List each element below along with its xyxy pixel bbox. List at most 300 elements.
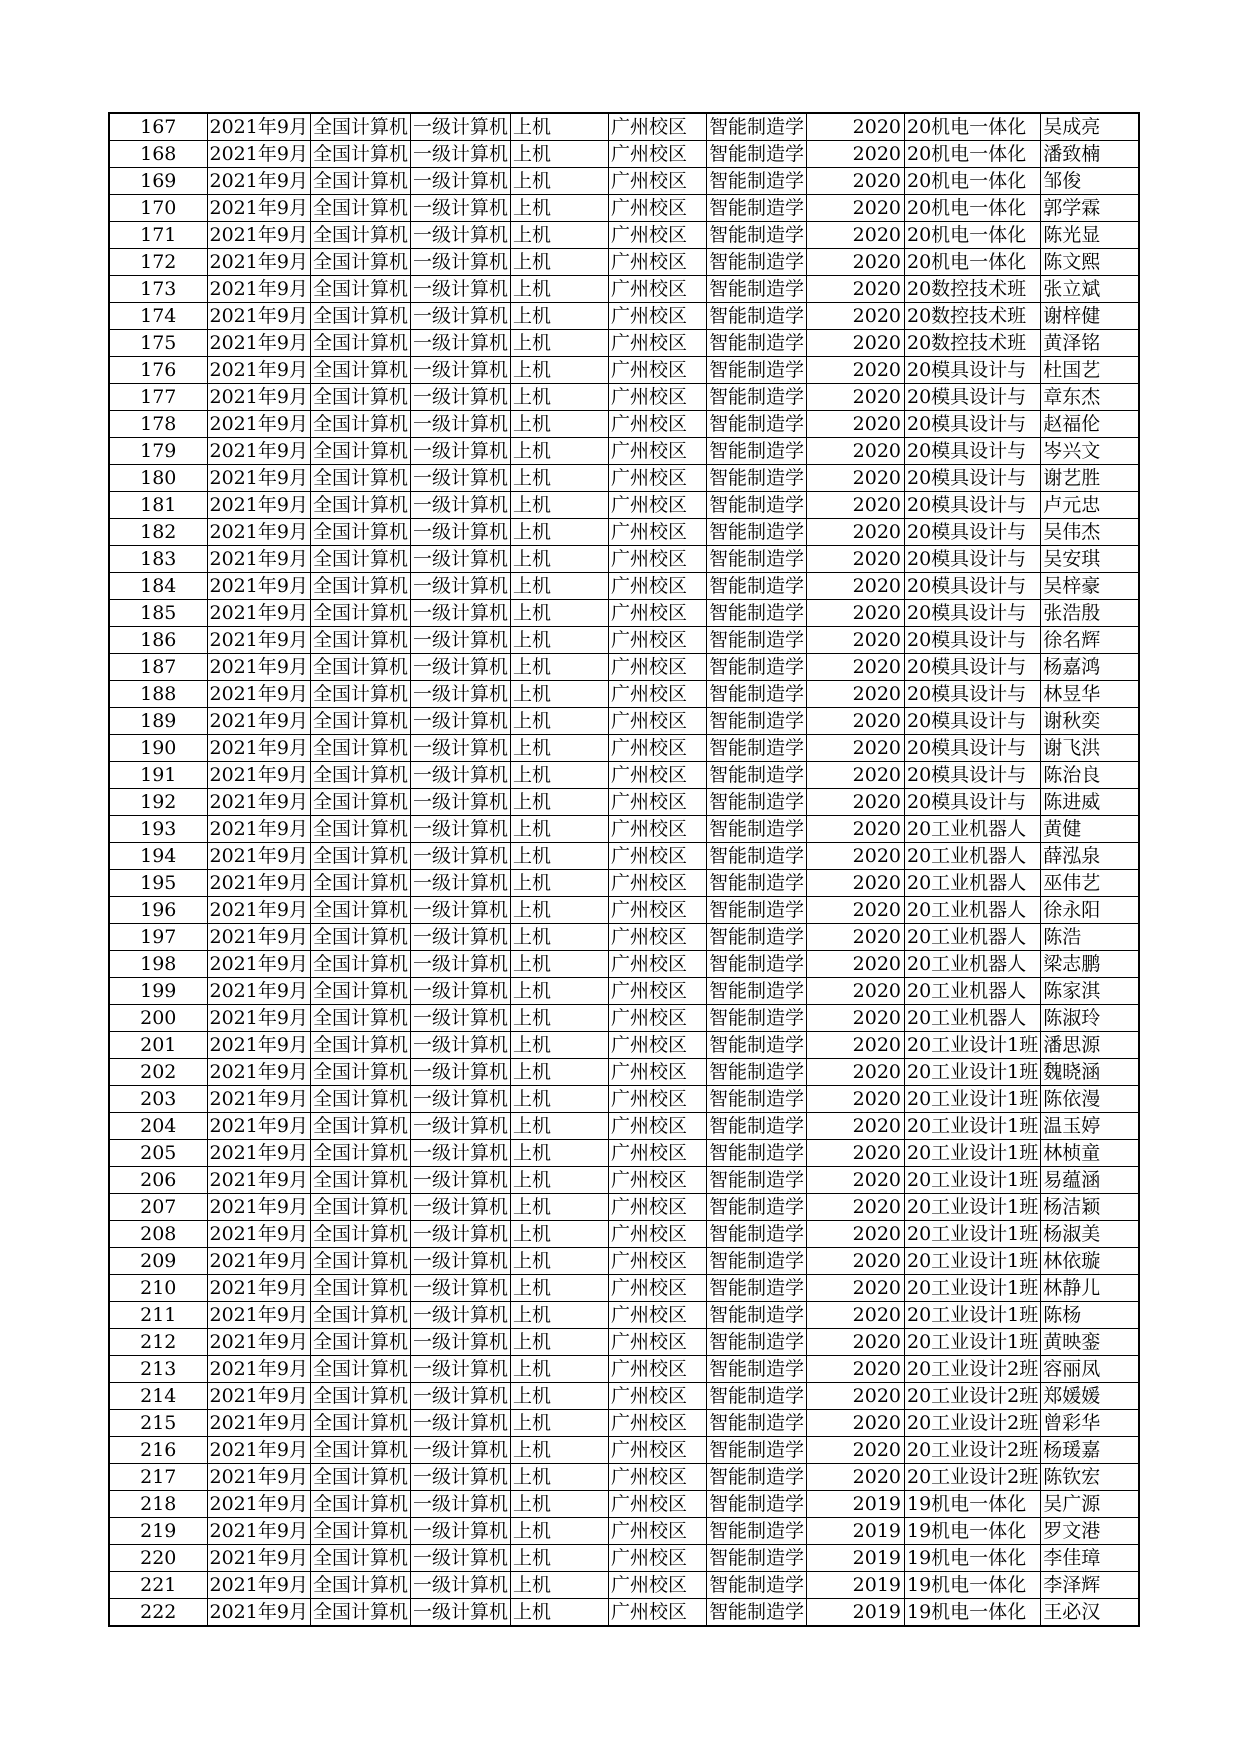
table-row [109,1545,1139,1572]
roster-table [108,112,1140,1627]
student-name-cell: 陈浩 [1041,924,1139,951]
exam-name-cell: 全国计算机 [310,1329,410,1356]
table-row [109,357,1139,384]
college-cell: 智能制造学 [706,1329,806,1356]
student-name-cell: 温玉婷 [1041,1113,1139,1140]
exam-date-cell: 2021年9月 [207,870,310,897]
exam-name-cell: 全国计算机 [310,141,410,168]
table-row [109,627,1139,654]
exam-level-cell: 一级计算机 [410,816,510,843]
class-cell: 20工业设计1班 [905,1329,1041,1356]
row-number-cell: 200 [109,1005,207,1032]
exam-level-cell: 一级计算机 [410,1302,510,1329]
exam-name-cell: 全国计算机 [310,113,410,141]
exam-name-cell: 全国计算机 [310,1437,410,1464]
class-cell: 20模具设计与 [905,573,1041,600]
class-cell: 20工业机器人 [905,843,1041,870]
exam-mode-cell: 上机 [510,519,608,546]
exam-mode-cell: 上机 [510,546,608,573]
exam-level-cell: 一级计算机 [410,1491,510,1518]
student-name-cell: 陈钦宏 [1041,1464,1139,1491]
table-row [109,1032,1139,1059]
student-name-cell: 陈文熙 [1041,249,1139,276]
table-row [109,1437,1139,1464]
class-cell: 20工业机器人 [905,924,1041,951]
table-row [109,1275,1139,1302]
exam-mode-cell: 上机 [510,276,608,303]
class-cell: 20工业机器人 [905,816,1041,843]
student-name-cell: 吴梓豪 [1041,573,1139,600]
class-cell: 19机电一体化 [905,1572,1041,1599]
class-cell: 20模具设计与 [905,627,1041,654]
exam-level-cell: 一级计算机 [410,789,510,816]
campus-cell: 广州校区 [608,951,706,978]
exam-level-cell: 一级计算机 [410,1140,510,1167]
class-cell: 20工业机器人 [905,1005,1041,1032]
student-name-cell: 巫伟艺 [1041,870,1139,897]
campus-cell: 广州校区 [608,627,706,654]
enroll-year-cell: 2020 [807,789,905,816]
row-number-cell: 210 [109,1275,207,1302]
college-cell: 智能制造学 [706,843,806,870]
exam-mode-cell: 上机 [510,357,608,384]
enroll-year-cell: 2019 [807,1572,905,1599]
exam-level-cell: 一级计算机 [410,330,510,357]
class-cell: 20模具设计与 [905,546,1041,573]
exam-level-cell: 一级计算机 [410,113,510,141]
exam-date-cell: 2021年9月 [207,1545,310,1572]
exam-date-cell: 2021年9月 [207,1599,310,1627]
college-cell: 智能制造学 [706,924,806,951]
campus-cell: 广州校区 [608,1356,706,1383]
enroll-year-cell: 2020 [807,1464,905,1491]
enroll-year-cell: 2020 [807,1410,905,1437]
enroll-year-cell: 2020 [807,222,905,249]
table-row [109,1221,1139,1248]
enroll-year-cell: 2020 [807,141,905,168]
class-cell: 20工业设计1班 [905,1032,1041,1059]
class-cell: 20工业设计1班 [905,1248,1041,1275]
table-row [109,735,1139,762]
exam-mode-cell: 上机 [510,843,608,870]
table-row [109,519,1139,546]
exam-level-cell: 一级计算机 [410,1005,510,1032]
exam-level-cell: 一级计算机 [410,384,510,411]
college-cell: 智能制造学 [706,113,806,141]
class-cell: 20机电一体化 [905,113,1041,141]
exam-level-cell: 一级计算机 [410,519,510,546]
campus-cell: 广州校区 [608,573,706,600]
exam-name-cell: 全国计算机 [310,195,410,222]
exam-level-cell: 一级计算机 [410,1032,510,1059]
exam-name-cell: 全国计算机 [310,1032,410,1059]
exam-name-cell: 全国计算机 [310,303,410,330]
table-row [109,546,1139,573]
enroll-year-cell: 2020 [807,1437,905,1464]
class-cell: 20机电一体化 [905,222,1041,249]
exam-date-cell: 2021年9月 [207,357,310,384]
exam-level-cell: 一级计算机 [410,222,510,249]
row-number-cell: 175 [109,330,207,357]
campus-cell: 广州校区 [608,843,706,870]
exam-name-cell: 全国计算机 [310,816,410,843]
student-name-cell: 黄泽铭 [1041,330,1139,357]
class-cell: 20工业设计1班 [905,1140,1041,1167]
exam-mode-cell: 上机 [510,1086,608,1113]
campus-cell: 广州校区 [608,330,706,357]
exam-date-cell: 2021年9月 [207,1464,310,1491]
campus-cell: 广州校区 [608,924,706,951]
student-name-cell: 魏晓涵 [1041,1059,1139,1086]
exam-date-cell: 2021年9月 [207,492,310,519]
student-name-cell: 郭学霖 [1041,195,1139,222]
student-name-cell: 谢艺胜 [1041,465,1139,492]
table-row [109,1518,1139,1545]
exam-mode-cell: 上机 [510,924,608,951]
exam-mode-cell: 上机 [510,978,608,1005]
row-number-cell: 169 [109,168,207,195]
student-name-cell: 黄映銮 [1041,1329,1139,1356]
enroll-year-cell: 2020 [807,843,905,870]
campus-cell: 广州校区 [608,465,706,492]
class-cell: 20模具设计与 [905,384,1041,411]
enroll-year-cell: 2019 [807,1599,905,1627]
student-name-cell: 陈家淇 [1041,978,1139,1005]
class-cell: 19机电一体化 [905,1599,1041,1627]
table-row [109,1329,1139,1356]
campus-cell: 广州校区 [608,789,706,816]
enroll-year-cell: 2020 [807,1248,905,1275]
row-number-cell: 221 [109,1572,207,1599]
table-row [109,303,1139,330]
student-name-cell: 王必汉 [1041,1599,1139,1627]
exam-date-cell: 2021年9月 [207,1167,310,1194]
table-row [109,168,1139,195]
table-row [109,1113,1139,1140]
exam-name-cell: 全国计算机 [310,654,410,681]
student-name-cell: 罗文港 [1041,1518,1139,1545]
student-name-cell: 徐名辉 [1041,627,1139,654]
table-row [109,222,1139,249]
class-cell: 20工业设计1班 [905,1221,1041,1248]
exam-date-cell: 2021年9月 [207,168,310,195]
row-number-cell: 185 [109,600,207,627]
exam-level-cell: 一级计算机 [410,1167,510,1194]
exam-level-cell: 一级计算机 [410,843,510,870]
exam-name-cell: 全国计算机 [310,1113,410,1140]
college-cell: 智能制造学 [706,708,806,735]
table-row [109,789,1139,816]
student-name-cell: 杜国艺 [1041,357,1139,384]
table-row [109,1005,1139,1032]
exam-name-cell: 全国计算机 [310,1194,410,1221]
row-number-cell: 172 [109,249,207,276]
enroll-year-cell: 2020 [807,627,905,654]
exam-date-cell: 2021年9月 [207,951,310,978]
college-cell: 智能制造学 [706,519,806,546]
table-row [109,1572,1139,1599]
college-cell: 智能制造学 [706,1113,806,1140]
table-row [109,1167,1139,1194]
exam-date-cell: 2021年9月 [207,978,310,1005]
table-row [109,1491,1139,1518]
campus-cell: 广州校区 [608,1248,706,1275]
student-name-cell: 陈治良 [1041,762,1139,789]
college-cell: 智能制造学 [706,465,806,492]
row-number-cell: 212 [109,1329,207,1356]
college-cell: 智能制造学 [706,573,806,600]
enroll-year-cell: 2020 [807,1059,905,1086]
student-name-cell: 赵福伦 [1041,411,1139,438]
exam-date-cell: 2021年9月 [207,330,310,357]
exam-level-cell: 一级计算机 [410,762,510,789]
exam-mode-cell: 上机 [510,951,608,978]
exam-date-cell: 2021年9月 [207,1383,310,1410]
table-row [109,708,1139,735]
exam-date-cell: 2021年9月 [207,1140,310,1167]
exam-date-cell: 2021年9月 [207,1221,310,1248]
enroll-year-cell: 2020 [807,816,905,843]
exam-name-cell: 全国计算机 [310,1572,410,1599]
class-cell: 20数控技术班 [905,303,1041,330]
exam-date-cell: 2021年9月 [207,1302,310,1329]
campus-cell: 广州校区 [608,1059,706,1086]
table-row [109,654,1139,681]
campus-cell: 广州校区 [608,1437,706,1464]
college-cell: 智能制造学 [706,762,806,789]
row-number-cell: 202 [109,1059,207,1086]
table-row [109,438,1139,465]
exam-name-cell: 全国计算机 [310,897,410,924]
class-cell: 20工业设计2班 [905,1437,1041,1464]
exam-name-cell: 全国计算机 [310,546,410,573]
exam-name-cell: 全国计算机 [310,1302,410,1329]
enroll-year-cell: 2020 [807,654,905,681]
enroll-year-cell: 2019 [807,1545,905,1572]
enroll-year-cell: 2020 [807,330,905,357]
campus-cell: 广州校区 [608,681,706,708]
campus-cell: 广州校区 [608,168,706,195]
class-cell: 20模具设计与 [905,681,1041,708]
exam-level-cell: 一级计算机 [410,978,510,1005]
exam-mode-cell: 上机 [510,1491,608,1518]
exam-level-cell: 一级计算机 [410,1059,510,1086]
exam-mode-cell: 上机 [510,1410,608,1437]
campus-cell: 广州校区 [608,1545,706,1572]
row-number-cell: 196 [109,897,207,924]
exam-level-cell: 一级计算机 [410,1275,510,1302]
student-name-cell: 吴伟杰 [1041,519,1139,546]
exam-date-cell: 2021年9月 [207,897,310,924]
table-row [109,951,1139,978]
class-cell: 20模具设计与 [905,411,1041,438]
row-number-cell: 180 [109,465,207,492]
college-cell: 智能制造学 [706,492,806,519]
student-name-cell: 林昱华 [1041,681,1139,708]
campus-cell: 广州校区 [608,411,706,438]
class-cell: 20模具设计与 [905,708,1041,735]
exam-mode-cell: 上机 [510,816,608,843]
table-row [109,276,1139,303]
college-cell: 智能制造学 [706,1086,806,1113]
enroll-year-cell: 2020 [807,870,905,897]
student-name-cell: 林依璇 [1041,1248,1139,1275]
college-cell: 智能制造学 [706,1572,806,1599]
exam-name-cell: 全国计算机 [310,735,410,762]
exam-mode-cell: 上机 [510,249,608,276]
exam-date-cell: 2021年9月 [207,816,310,843]
exam-mode-cell: 上机 [510,1545,608,1572]
exam-level-cell: 一级计算机 [410,357,510,384]
exam-level-cell: 一级计算机 [410,1383,510,1410]
exam-date-cell: 2021年9月 [207,1248,310,1275]
enroll-year-cell: 2020 [807,708,905,735]
exam-mode-cell: 上机 [510,1383,608,1410]
class-cell: 19机电一体化 [905,1491,1041,1518]
exam-date-cell: 2021年9月 [207,1005,310,1032]
row-number-cell: 192 [109,789,207,816]
table-row [109,600,1139,627]
exam-mode-cell: 上机 [510,789,608,816]
campus-cell: 广州校区 [608,438,706,465]
college-cell: 智能制造学 [706,1032,806,1059]
table-row [109,1302,1139,1329]
row-number-cell: 187 [109,654,207,681]
exam-level-cell: 一级计算机 [410,600,510,627]
campus-cell: 广州校区 [608,654,706,681]
class-cell: 20工业机器人 [905,897,1041,924]
exam-mode-cell: 上机 [510,1572,608,1599]
table-row [109,924,1139,951]
exam-level-cell: 一级计算机 [410,411,510,438]
row-number-cell: 197 [109,924,207,951]
table-row [109,1464,1139,1491]
campus-cell: 广州校区 [608,384,706,411]
enroll-year-cell: 2020 [807,735,905,762]
exam-mode-cell: 上机 [510,330,608,357]
campus-cell: 广州校区 [608,762,706,789]
exam-level-cell: 一级计算机 [410,492,510,519]
college-cell: 智能制造学 [706,1140,806,1167]
exam-mode-cell: 上机 [510,681,608,708]
exam-mode-cell: 上机 [510,735,608,762]
enroll-year-cell: 2020 [807,1086,905,1113]
exam-mode-cell: 上机 [510,1059,608,1086]
enroll-year-cell: 2020 [807,1113,905,1140]
exam-date-cell: 2021年9月 [207,1518,310,1545]
row-number-cell: 198 [109,951,207,978]
exam-mode-cell: 上机 [510,384,608,411]
exam-level-cell: 一级计算机 [410,465,510,492]
enroll-year-cell: 2020 [807,519,905,546]
student-name-cell: 容丽凤 [1041,1356,1139,1383]
college-cell: 智能制造学 [706,735,806,762]
exam-mode-cell: 上机 [510,1329,608,1356]
campus-cell: 广州校区 [608,978,706,1005]
exam-name-cell: 全国计算机 [310,276,410,303]
student-name-cell: 杨嘉鸿 [1041,654,1139,681]
class-cell: 20模具设计与 [905,492,1041,519]
enroll-year-cell: 2020 [807,762,905,789]
row-number-cell: 213 [109,1356,207,1383]
enroll-year-cell: 2020 [807,1005,905,1032]
enroll-year-cell: 2020 [807,384,905,411]
exam-name-cell: 全国计算机 [310,1275,410,1302]
table-row [109,870,1139,897]
student-name-cell: 杨淑美 [1041,1221,1139,1248]
campus-cell: 广州校区 [608,870,706,897]
exam-level-cell: 一级计算机 [410,168,510,195]
enroll-year-cell: 2020 [807,492,905,519]
table-row [109,1248,1139,1275]
exam-date-cell: 2021年9月 [207,627,310,654]
college-cell: 智能制造学 [706,897,806,924]
campus-cell: 广州校区 [608,1005,706,1032]
row-number-cell: 216 [109,1437,207,1464]
exam-level-cell: 一级计算机 [410,1086,510,1113]
exam-mode-cell: 上机 [510,411,608,438]
table-row [109,1356,1139,1383]
exam-level-cell: 一级计算机 [410,276,510,303]
exam-date-cell: 2021年9月 [207,762,310,789]
student-name-cell: 岑兴文 [1041,438,1139,465]
exam-name-cell: 全国计算机 [310,843,410,870]
class-cell: 20工业设计1班 [905,1275,1041,1302]
exam-date-cell: 2021年9月 [207,546,310,573]
exam-name-cell: 全国计算机 [310,465,410,492]
exam-name-cell: 全国计算机 [310,1599,410,1627]
campus-cell: 广州校区 [608,1302,706,1329]
student-name-cell: 黄健 [1041,816,1139,843]
class-cell: 20工业机器人 [905,870,1041,897]
table-row [109,465,1139,492]
exam-mode-cell: 上机 [510,1437,608,1464]
enroll-year-cell: 2020 [807,411,905,438]
college-cell: 智能制造学 [706,600,806,627]
exam-date-cell: 2021年9月 [207,1113,310,1140]
campus-cell: 广州校区 [608,357,706,384]
exam-mode-cell: 上机 [510,600,608,627]
college-cell: 智能制造学 [706,1356,806,1383]
campus-cell: 广州校区 [608,1167,706,1194]
enroll-year-cell: 2020 [807,546,905,573]
class-cell: 20工业设计1班 [905,1086,1041,1113]
exam-date-cell: 2021年9月 [207,141,310,168]
student-name-cell: 吴安琪 [1041,546,1139,573]
exam-level-cell: 一级计算机 [410,870,510,897]
exam-mode-cell: 上机 [510,465,608,492]
exam-date-cell: 2021年9月 [207,1194,310,1221]
college-cell: 智能制造学 [706,870,806,897]
college-cell: 智能制造学 [706,1545,806,1572]
student-name-cell: 梁志鹏 [1041,951,1139,978]
exam-mode-cell: 上机 [510,113,608,141]
exam-date-cell: 2021年9月 [207,384,310,411]
exam-name-cell: 全国计算机 [310,870,410,897]
exam-date-cell: 2021年9月 [207,222,310,249]
row-number-cell: 205 [109,1140,207,1167]
row-number-cell: 217 [109,1464,207,1491]
table-row [109,1383,1139,1410]
table-row [109,1086,1139,1113]
student-name-cell: 杨洁颖 [1041,1194,1139,1221]
exam-level-cell: 一级计算机 [410,924,510,951]
enroll-year-cell: 2020 [807,924,905,951]
campus-cell: 广州校区 [608,1140,706,1167]
class-cell: 20工业设计2班 [905,1356,1041,1383]
campus-cell: 广州校区 [608,708,706,735]
college-cell: 智能制造学 [706,978,806,1005]
